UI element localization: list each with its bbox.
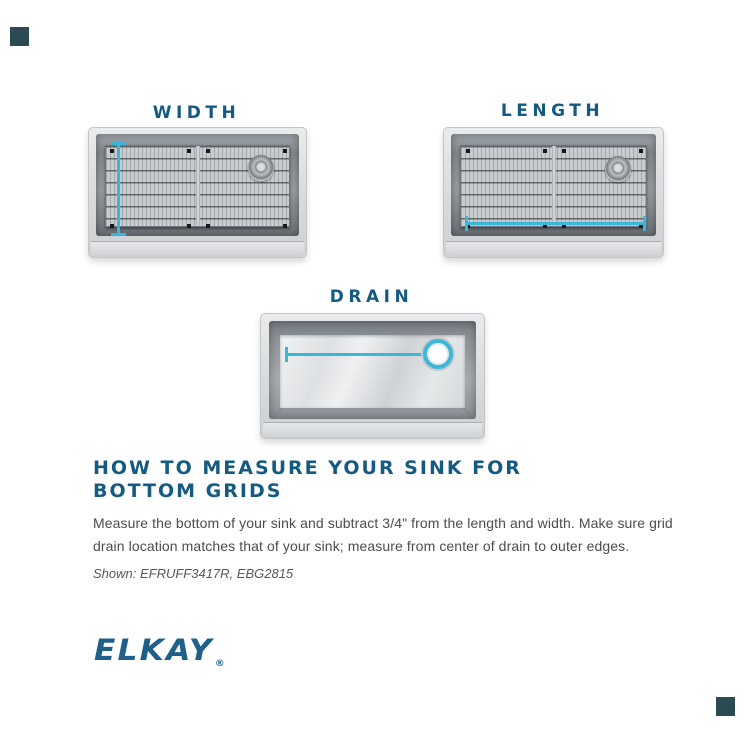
sink-bowl [269,321,476,419]
grid-foot [562,149,566,153]
shown-models-note: Shown: EFRUFF3417R, EBG2815 [93,566,294,581]
width-diagram-label: WIDTH [152,103,241,123]
drain-diagram-label: DRAIN [329,287,414,307]
corner-marker-top-left [10,27,29,46]
instructions-line1: Measure the bottom of your sink and subtract 3/4" from the length and width. Make sure grid [93,515,673,531]
grid-foot [110,149,114,153]
sink-bowl [96,134,299,236]
drain-icon [423,339,453,369]
page-title [93,457,522,503]
drain-sink-illustration [260,313,485,439]
drain-icon [605,156,631,182]
grid-divider [552,146,556,226]
length-sink-illustration [443,127,664,258]
elkay-logo-text: ELKAY [94,633,214,667]
length-measure-line [465,222,646,225]
instructions-text [93,512,673,558]
registered-trademark-symbol: ® [214,659,225,669]
sink-front-apron [263,422,482,436]
grid-foot [187,224,191,228]
instructions-line2: drain location matches that of your sink; measure from center of drain to outer edges. [93,538,630,554]
grid-divider [196,146,200,226]
grid-foot [466,149,470,153]
sink-front-apron [91,241,304,255]
grid-foot [206,224,210,228]
sink-bowl [451,134,656,236]
grid-foot [543,149,547,153]
page-title-line1: HOW TO MEASURE YOUR SINK FOR [93,457,522,479]
length-diagram-label: LENGTH [500,101,605,121]
corner-marker-bottom-right [716,697,735,716]
grid-foot [206,149,210,153]
grid-foot [283,149,287,153]
width-sink-illustration [88,127,307,258]
sink-front-apron [446,241,661,255]
grid-foot [639,149,643,153]
page-title-line2: BOTTOM GRIDS [93,480,283,502]
grid-foot [187,149,191,153]
drain-icon [248,155,274,181]
drain-measure-line [285,353,425,356]
grid-foot [110,224,114,228]
elkay-logo [94,633,225,667]
grid-foot [283,224,287,228]
width-measure-line [117,142,120,236]
